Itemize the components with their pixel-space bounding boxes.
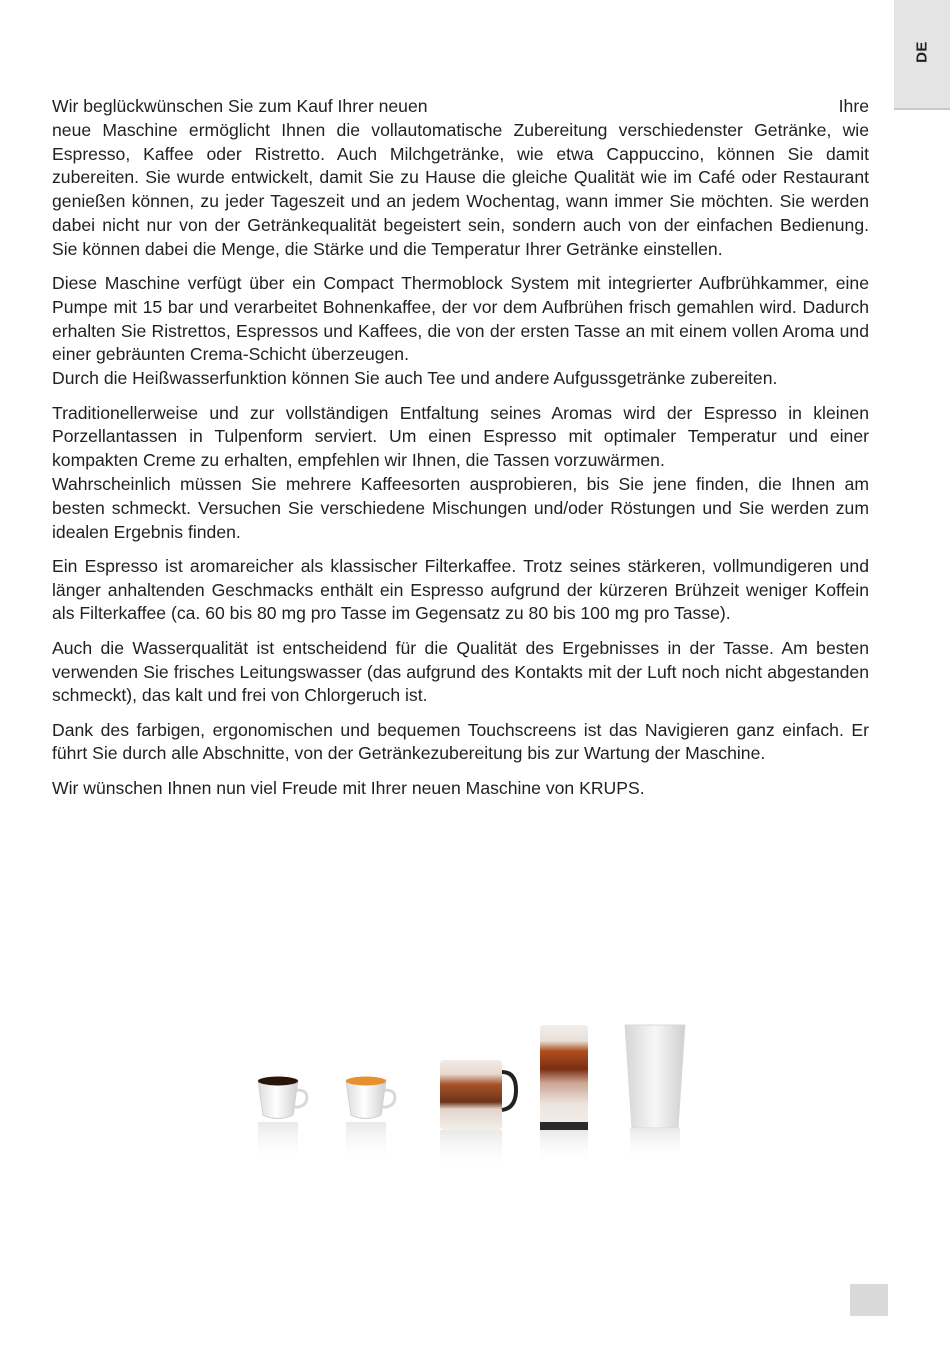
paragraph-touchscreen: Dank des farbigen, ergonomischen und bequemen Touchscreens ist das Navigieren ganz einfach. Er führt Sie durch alle Abschnitte, von der Getränkezubereitung bis zur Wartung der Maschine. — [52, 719, 869, 764]
paragraph-closing: Wir wünschen Ihnen nun viel Freude mit Ihrer neuen Maschine von KRUPS. — [52, 777, 645, 798]
language-label: DE — [913, 41, 931, 63]
paragraph-caffeine: Ein Espresso ist aromareicher als klassischer Filterkaffee. Trotz seines stärkeren, vollmundigeren und länger anhaltenden Geschmacks enthält ein Espresso aufgrund der kürzeren Brühzeit weniger Koffein als Filterkaffee (ca. 60 bis 80 mg pro Tasse im Gegensatz zu 80 bis 100 mg pro Tasse). — [52, 555, 869, 624]
ristretto-cup-icon — [346, 1077, 395, 1163]
paragraph-water-quality: Auch die Wasserqualität ist entscheidend für die Qualität des Ergebnisses in der Tasse. Am besten verwenden Sie frisches Leitungswasser (das aufgrund des Kontakts mit der Luft noch nicht abgestanden schmeckt), das kalt und frei von Chlorgeruch ist. — [52, 637, 869, 706]
page-number-box — [850, 1284, 888, 1316]
latte-glass-icon — [540, 1025, 588, 1165]
intro-line-end: Ihre — [838, 96, 869, 116]
intro-paragraph: neue Maschine ermöglicht Ihnen die vollautomatische Zubereitung verschiedenster Getränke, wie Espresso, Kaffee oder Ristretto. Auch Milchgetränke, wie etwa Cappuccino, können Sie damit zubereiten. Sie wurde entwickelt, damit Sie zu Hause die gleiche Qualität wie im Café oder Restaurant genießen können, zu jeder Tageszeit und an jedem Wochentag, wann immer Sie möchten. Sie werden dabei nicht nur von der Getränkequalität begeistert sein, sondern auch von der einfachen Bedienung. Sie können dabei die Menge, die Stärke und die Temperatur Ihrer Getränke einstellen. — [52, 119, 869, 259]
paragraph-thermoblock-text: Diese Maschine verfügt über ein Compact Thermoblock System mit integrierter Aufbrühkammer, eine Pumpe mit 15 bar und verarbeitet Bohnenkaffee, der vor dem Aufbrühen frisch gemahlen wird. Dadurch erhalten Sie Ristrettos, Espressos und Kaffees, die von der ersten Tasse an mit einem vollen Aroma und einer gebräunten Crema-Schicht überzeugen. — [52, 273, 869, 365]
paragraph-espresso-tradition-text: Traditionellerweise und zur vollständigen Entfaltung seines Aromas wird der Espresso in kleinen Porzellantassen in Tulpenform serviert. Um einen Espresso mit optimaler Temperatur und einer kompakten Creme zu erhalten, empfehlen wir Ihnen, die Tassen vorzuwärmen. — [52, 402, 869, 471]
paragraph-hot-water-text: Durch die Heißwasserfunktion können Sie auch Tee und andere Aufgussgetränke zubereiten. — [52, 368, 778, 389]
cappuccino-mug-icon — [440, 1060, 516, 1170]
beverage-illustration-svg — [240, 1010, 700, 1180]
water-glass-icon — [625, 1025, 685, 1164]
intro-line-start: Wir beglückwünschen Sie zum Kauf Ihrer neuen — [52, 96, 428, 116]
paragraph-thermoblock — [52, 272, 869, 391]
paragraph-espresso-tradition — [52, 402, 869, 545]
intro-first-line — [52, 95, 869, 119]
paragraph-coffee-varieties-text: Wahrscheinlich müssen Sie mehrere Kaffeesorten ausprobieren, bis Sie jene finden, die Ihnen am besten schmeckt. Versuchen Sie verschiedene Mischungen und/oder Röstungen und Sie werden zum idealen Ergebnis finden. — [52, 473, 869, 542]
main-text — [52, 95, 869, 811]
language-tab — [894, 0, 950, 110]
espresso-cup-icon — [258, 1077, 307, 1163]
beverage-illustration — [240, 1010, 700, 1180]
